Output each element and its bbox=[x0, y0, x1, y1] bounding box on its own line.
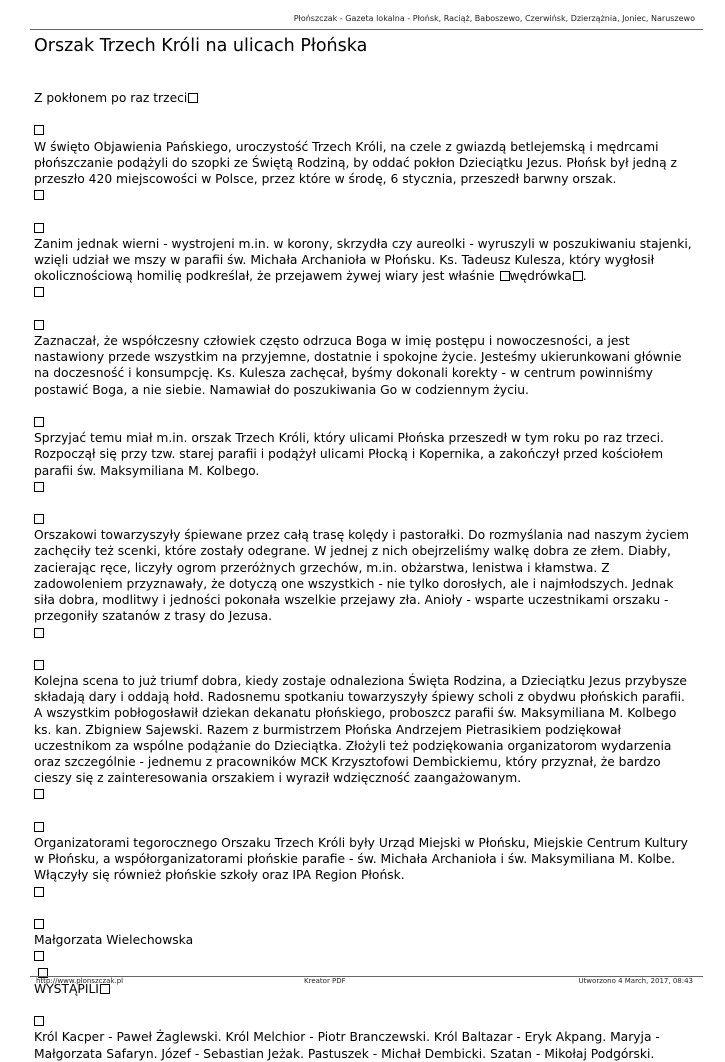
missing-glyph-box bbox=[188, 93, 198, 103]
missing-glyph-box bbox=[34, 125, 44, 135]
paragraph-5: Orszakowi towarzyszyły śpiewane przez całą trasę kolędy i pastorałki. Do rozmyślania nad naszym życiem zachęciły też scenki, które zostały odegrane. W jednej z nich obejrzeliśmy walkę dobra ze złem. Diabły, zacierając ręce, liczyły ogrom przeróżnych grzechów, m.in. obżarstwa, lenistwa i kłamstwa. Z zadowoleniem przyznawały, że dotyczą one wszystkich - nie tylko dorosłych, ale i najmłodszych. Jednak siła dobra, modlitwy i jedności pokonała wszelkie przejawy zła. Anioły - wsparte uczestnikami orszaku - przegoniły szatanów z trasy do Jezusa. bbox=[34, 528, 689, 624]
missing-glyph-box bbox=[34, 417, 44, 427]
paragraph-1: W święto Objawienia Pańskiego, uroczystość Trzech Króli, na czele z gwiazdą betlejemską i mędrcami płońszczanie podążyli do szopki ze Świętą Rodziną, by oddać pokłon Dzieciątku Jezus. Płońsk był jedną z przeszło 420 miejscowości w Polsce, przez które w środę, 6 stycznia, przeszedł barwny orszak. bbox=[34, 139, 677, 186]
paragraph-7: Organizatorami tegorocznego Orszaku Trzech Króli były Urząd Miejski w Płońsku, Miejskie Centrum Kultury w Płońsku, a współorganizatorami płońskie parafie - św. Michała Archanioła i św. Maksymiliana M. Kolbe. Włączyły się również płońskie szkoły oraz IPA Region Płońsk. bbox=[34, 836, 688, 883]
missing-glyph-box bbox=[34, 822, 44, 832]
header-divider bbox=[30, 29, 703, 30]
missing-glyph-box bbox=[100, 984, 110, 994]
article-body bbox=[34, 90, 694, 1062]
missing-glyph-box bbox=[34, 320, 44, 330]
article-title: Orszak Trzech Króli na ulicach Płońska bbox=[34, 36, 368, 56]
missing-glyph-box bbox=[34, 190, 44, 200]
paragraph-2: Zanim jednak wierni - wystrojeni m.in. w korony, skrzydła czy aureolki - wyruszyli w poszukiwaniu stajenki, wzięli udział we mszy w parafii św. Michała Archanioła w Płońsku. Ks. Tadeusz Kulesza, który wygłosił okolicznościową homilię podkreślał, że przejawem żywej wiary jest właśnie wędrówka . bbox=[34, 236, 692, 284]
cast-list: Król Kacper - Paweł Żaglewski. Król Melchior - Piotr Branczewski. Król Baltazar - Eryk Akpang. Maryja - Małgorzata Safaryn. Józef - Sebastian Jeżak. Pastuszek - Michał Dembicki. Szatan - Mikołaj Podgórski. bbox=[34, 1030, 660, 1061]
footer-creator: Kreator PDF bbox=[304, 977, 346, 985]
missing-glyph-box bbox=[34, 514, 44, 524]
footer-url[interactable]: http://www.plonszczak.pl bbox=[36, 977, 124, 985]
missing-glyph-box bbox=[573, 271, 583, 281]
missing-glyph-box bbox=[34, 789, 44, 799]
missing-glyph-box bbox=[34, 887, 44, 897]
missing-glyph-box bbox=[34, 919, 44, 929]
missing-glyph-box bbox=[34, 1016, 44, 1026]
missing-glyph-box bbox=[34, 951, 44, 961]
missing-glyph-box bbox=[34, 628, 44, 638]
paragraph-4: Sprzyjać temu miał m.in. orszak Trzech Króli, który ulicami Płońska przeszedł w tym roku po raz trzeci. Rozpoczął się przy tzw. starej parafii i podążył ulicami Płocką i Kopernika, a zakończył przed kościołem parafii św. Maksymiliana M. Kolbego. bbox=[34, 431, 664, 478]
article-subtitle: Z pokłonem po raz trzeci bbox=[34, 90, 694, 106]
missing-glyph-box bbox=[34, 482, 44, 492]
paragraph-3: Zaznaczał, że współczesny człowiek często odrzuca Boga w imię postępu i nowoczesności, a jest nastawiony przede wszystkim na przyjemne, dostatnie i spokojne życie. Jesteśmy ukierunkowani głównie na doczesność i konsumpcję. Ks. Kulesza zachęcał, byśmy dokonali korekty - w centrum powinniśmy postawić Boga, a nie siebie. Namawiał do poszukiwania Go w codziennym życiu. bbox=[34, 333, 682, 397]
missing-glyph-box bbox=[34, 660, 44, 670]
page-header: Płońszczak - Gazeta lokalna - Płońsk, Raciąż, Baboszewo, Czerwińsk, Dzierzążnia, Joniec, Naruszewo bbox=[293, 14, 695, 23]
footer-created-date: Utworzono 4 March, 2017, 08:43 bbox=[578, 977, 693, 985]
missing-glyph-box bbox=[34, 223, 44, 233]
paragraph-6: Kolejna scena to już triumf dobra, kiedy zostaje odnaleziona Święta Rodzina, a Dzieciątku Jezus przybysze składają dary i oddają hołd. Radosnemu spotkaniu towarzyszyły śpiewy scholi z obydwu płońskich parafii. A wszystkim pobłogosławił dziekan dekanatu płońskiego, proboszcz parafii św. Maksymiliana M. Kolbego ks. kan. Zbigniew Sajewski. Razem z burmistrzem Płońska Andrzejem Pietrasikiem podziękował uczestnikom za wspólne podążanie do Dzieciątka. Złożyli też podziękowania organizatorom wydarzenia oraz szczególnie - jednemu z pracowników MCK Krzysztofowi Dembickiemu, który przyznał, że bardzo cieszy się z zainteresowania orszakiem i wyraził wdzięczność zaangażowanym. bbox=[34, 674, 687, 786]
cast-heading: WYSTĄPILI bbox=[34, 981, 694, 997]
missing-glyph-box bbox=[34, 287, 44, 297]
missing-glyph-box bbox=[500, 271, 510, 281]
author-name: Małgorzata Wielechowska bbox=[34, 933, 194, 948]
